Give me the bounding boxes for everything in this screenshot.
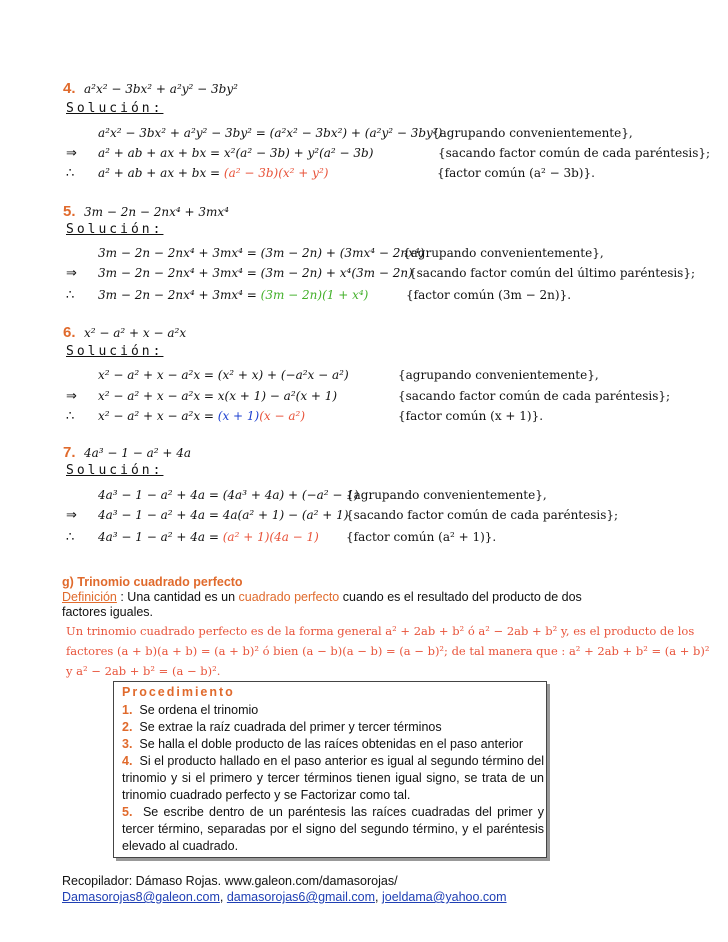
problem-6-result-other: (x − a²) — [259, 409, 306, 423]
problem-6-result-common: (x + 1) — [217, 409, 260, 423]
implies-symbol: ⇒ — [66, 146, 77, 161]
section-heading: g) Trinomio cuadrado perfecto — [62, 575, 243, 589]
procedure-box — [113, 681, 547, 858]
procedure-step: 1. Se ordena el trinomio — [122, 703, 259, 717]
formula-line-2: factores (a + b)(a + b) = (a + b)² ó bien (a − b)(a − b) = (a − b)²; de tal manera que : a² + 2ab + b² = (a + b)² — [66, 644, 710, 658]
definition-line-2: factores iguales. — [62, 605, 154, 619]
formula-line-1: Un trinomio cuadrado perfecto es de la forma general a² + 2ab + b² ó a² − 2ab + b² y, es el producto de los — [66, 624, 695, 638]
procedure-title: Procedimiento — [122, 685, 235, 699]
problem-4-line3: a² + ab + ax + bx = (a² − 3b)(x² + y²) — [98, 166, 329, 180]
problem-7-number: 7. — [63, 444, 76, 461]
problem-7-line3: 4a³ − 1 − a² + 4a = (a² + 1)(4a − 1) — [98, 530, 319, 544]
problem-7-line1: 4a³ − 1 − a² + 4a = (4a³ + 4a) + (−a² − 1) — [98, 488, 359, 502]
problem-6-line1: x² − a² + x − a²x = (x² + x) + (−a²x − a²) — [98, 368, 349, 382]
footer-emails: Damasorojas8@galeon.com, damasorojas6@gmail.com, joeldama@yahoo.com — [62, 890, 507, 904]
procedure-step: 4. Si el producto hallado en el paso anterior es igual al segundo término del trinomio y si el primero y tercer términos tienen igual signo, se trata de un trinomio cuadrado perfecto y se Factorizar como tal. — [122, 754, 544, 802]
therefore-symbol: ∴ — [66, 288, 75, 303]
procedure-step: 5. Se escribe dentro de un paréntesis las raíces cuadradas del primer y tercer término, separadas por el signo del segundo término, y el paréntesis elevado al cuadrado. — [122, 805, 544, 853]
implies-symbol: ⇒ — [66, 266, 77, 281]
formula-line-3: y a² − 2ab + b² = (a − b)². — [66, 664, 221, 678]
problem-7-line2: 4a³ − 1 − a² + 4a = 4a(a² + 1) − (a² + 1) — [98, 508, 349, 522]
footer-credit: Recopilador: Dámaso Rojas. www.galeon.com/damasorojas/ — [62, 874, 398, 888]
problem-7-line1-note: {agrupando convenientemente}, — [346, 488, 547, 502]
problem-5-line3: 3m − 2n − 2nx⁴ + 3mx⁴ = (3m − 2n)(1 + x⁴) — [98, 288, 369, 302]
procedure-step: 3. Se halla el doble producto de las raíces obtenidas en el paso anterior — [122, 737, 523, 751]
definition-line: Definición : Una cantidad es un cuadrado perfecto cuando es el resultado del producto de dos — [62, 590, 582, 604]
problem-4-statement: a²x² − 3bx² + a²y² − 3by² — [84, 82, 238, 96]
email-link[interactable]: damasorojas6@gmail.com — [226, 890, 376, 904]
problem-4-line1-note: {agrupando convenientemente}, — [432, 126, 633, 140]
definition-term: cuadrado perfecto — [238, 590, 340, 604]
problem-6-line1-note: {agrupando convenientemente}, — [398, 368, 599, 382]
problem-7-solution-label: Solución: — [66, 463, 164, 478]
problem-4-line2: a² + ab + ax + bx = x²(a² − 3b) + y²(a² − 3b) — [98, 146, 374, 160]
problem-6-line3: x² − a² + x − a²x = (x + 1)(x − a²) — [98, 409, 306, 423]
therefore-symbol: ∴ — [66, 166, 75, 181]
problem-5-line1: 3m − 2n − 2nx⁴ + 3mx⁴ = (3m − 2n) + (3mx⁴ − 2nx⁴) — [98, 246, 425, 260]
problem-5-line3-note: {factor común (3m − 2n)}. — [406, 288, 572, 302]
definition-label: Definición — [62, 590, 117, 604]
problem-4-line1: a²x² − 3bx² + a²y² − 3by² = (a²x² − 3bx²) + (a²y² − 3by²) — [98, 126, 443, 140]
therefore-symbol: ∴ — [66, 530, 75, 545]
problem-6-number: 6. — [63, 324, 76, 341]
problem-6-solution-label: Solución: — [66, 344, 164, 359]
problem-5-line1-note: {agrupando convenientemente}, — [403, 246, 604, 260]
problem-5-line2-note: {sacando factor común del último paréntesis}; — [409, 266, 696, 280]
problem-6-line2: x² − a² + x − a²x = x(x + 1) − a²(x + 1) — [98, 389, 338, 403]
problem-5-statement: 3m − 2n − 2nx⁴ + 3mx⁴ — [84, 205, 229, 219]
problem-7-line3-note: {factor común (a² + 1)}. — [346, 530, 497, 544]
problem-5-number: 5. — [63, 203, 76, 220]
problem-7-statement: 4a³ − 1 − a² + 4a — [84, 446, 192, 460]
problem-6-statement: x² − a² + x − a²x — [84, 326, 187, 340]
implies-symbol: ⇒ — [66, 389, 77, 404]
problem-6-line3-note: {factor común (x + 1)}. — [398, 409, 544, 423]
problem-7-result: (a² + 1)(4a − 1) — [222, 530, 319, 544]
therefore-symbol: ∴ — [66, 409, 75, 424]
problem-4-result: (a² − 3b)(x² + y²) — [223, 166, 329, 180]
problem-7-line2-note: {sacando factor común de cada paréntesis}; — [346, 508, 619, 522]
problem-5-result: (3m − 2n)(1 + x⁴) — [260, 288, 369, 302]
email-link[interactable]: Damasorojas8@galeon.com — [62, 890, 220, 904]
problem-4-line2-note: {sacando factor común de cada paréntesis}; — [438, 146, 711, 160]
implies-symbol: ⇒ — [66, 508, 77, 523]
problem-5-line2: 3m − 2n − 2nx⁴ + 3mx⁴ = (3m − 2n) + x⁴(3m − 2n) — [98, 266, 413, 280]
problem-5-solution-label: Solución: — [66, 222, 164, 237]
problem-6-line2-note: {sacando factor común de cada paréntesis}; — [398, 389, 671, 403]
problem-4-line3-note: {factor común (a² − 3b)}. — [437, 166, 595, 180]
procedure-step: 2. Se extrae la raíz cuadrada del primer y tercer términos — [122, 720, 442, 734]
email-link[interactable]: joeldama@yahoo.com — [381, 890, 507, 904]
problem-4-solution-label: Solución: — [66, 101, 164, 116]
problem-4-number: 4. — [63, 80, 76, 97]
